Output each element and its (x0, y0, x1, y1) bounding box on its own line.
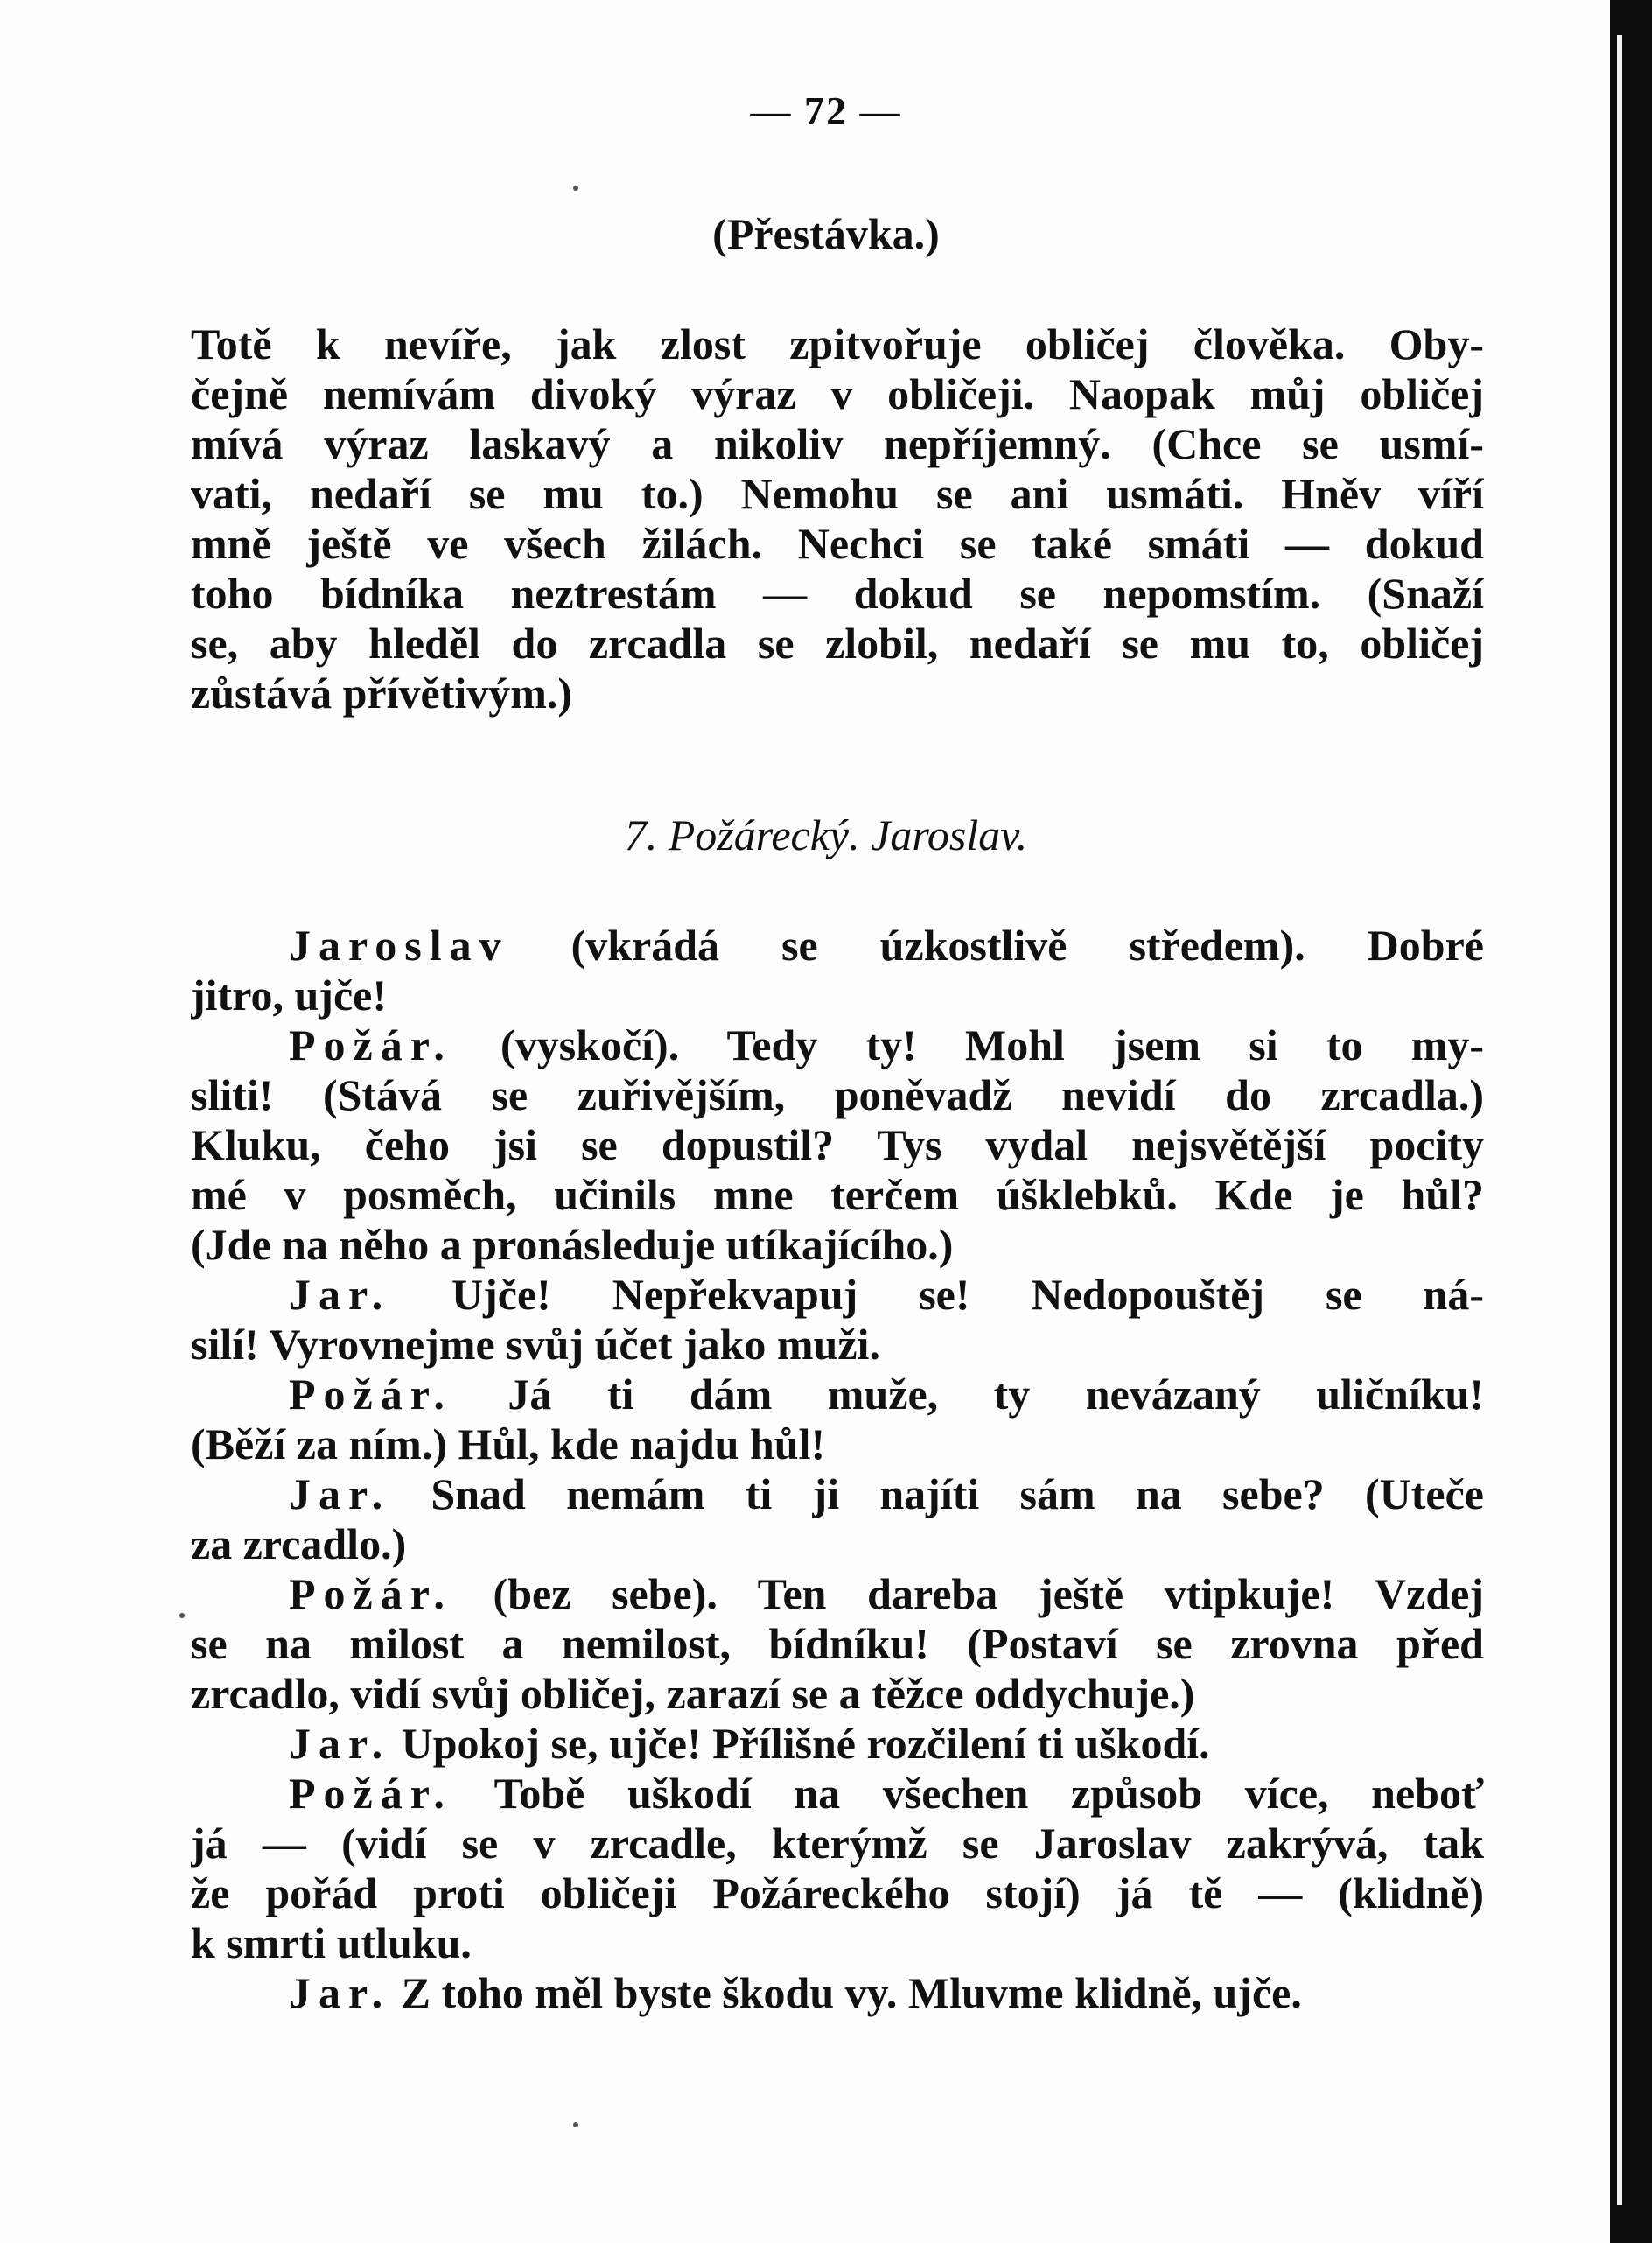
dialogue-text: sliti! (Stává se zuřivějším, poněvadž nevidí do zrcadla.) (191, 1070, 1484, 1119)
dialogue-line (191, 971, 1484, 1020)
speaker-name: Požár. (289, 1569, 452, 1618)
dialogue-line (191, 921, 1484, 971)
print-speck (573, 186, 578, 191)
dialogue-block (191, 921, 1484, 2018)
monologue-line: mívá výraz laskavý a nikoliv nepříjemný. (Chce se usmí- (191, 419, 1484, 468)
speaker-name: Požár. (289, 1020, 452, 1069)
dialogue-line (191, 1120, 1484, 1170)
dialogue-text: jitro, ujče! (191, 971, 387, 1020)
adjacent-page-strip (1617, 35, 1622, 2205)
dialogue-text: zrcadlo, vidí svůj obličej, zarazí se a těžce oddychuje.) (191, 1669, 1195, 1718)
monologue-line: Totě k nevíře, jak zlost zpitvořuje obličej člověka. Oby- (191, 319, 1484, 368)
dialogue-text: (vyskočí). Tedy ty! Mohl jsem si to my- (452, 1020, 1484, 1069)
print-speck (179, 1613, 185, 1618)
dialogue-line (191, 1220, 1484, 1270)
dialogue-line (191, 1569, 1484, 1619)
dialogue-line (191, 1020, 1484, 1070)
dialogue-line (191, 1270, 1484, 1320)
dialogue-line (191, 1769, 1484, 1819)
dialogue-line (191, 1719, 1484, 1769)
dialogue-line (191, 1070, 1484, 1120)
speaker-name: Jar. (289, 1469, 391, 1518)
speaker-name: Jar. (289, 1719, 391, 1768)
dialogue-text: Upokoj se, ujče! Přílišné rozčilení ti uškodí. (390, 1719, 1210, 1768)
dialogue-line (191, 1918, 1484, 1968)
dialogue-text: (vkrádá se úzkostlivě středem). Dobré (508, 921, 1484, 970)
monologue-line: se, aby hleděl do zrcadla se zlobil, nedaří se mu to, obličej (191, 619, 1484, 668)
monologue-paragraph (191, 319, 1484, 718)
speaker-name: Jar. (289, 1968, 391, 2017)
dialogue-text: Z toho měl byste škodu vy. Mluvme klidně, ujče. (390, 1968, 1302, 2017)
dialogue-text: (Jde na něho a pronásleduje utíkajícího.) (191, 1220, 954, 1269)
dialogue-text: Ujče! Nepřekvapuj se! Nedopouštěj se ná- (390, 1270, 1484, 1319)
page-number: — 72 — (750, 88, 902, 133)
dialogue-line (191, 1868, 1484, 1918)
dialogue-text: já — (vidí se v zrcadle, kterýmž se Jaroslav zakrývá, tak (191, 1819, 1484, 1868)
speaker-name: Požár. (289, 1370, 452, 1419)
monologue-line: mně ještě ve všech žilách. Nechci se také smáti — dokud (191, 519, 1484, 568)
dialogue-line (191, 1320, 1484, 1370)
monologue-line: vati, nedaří se mu to.) Nemohu se ani usmáti. Hněv víří (191, 469, 1484, 518)
dialogue-text: že pořád proti obličeji Požáreckého stojí) já tě — (klidně) (191, 1868, 1484, 1917)
dialogue-text: silí! Vyrovnejme svůj účet jako muži. (191, 1320, 880, 1369)
dialogue-line (191, 1619, 1484, 1669)
dialogue-text: za zrcadlo.) (191, 1519, 407, 1568)
dialogue-line (191, 1519, 1484, 1569)
speaker-name: Jar. (289, 1270, 391, 1319)
dialogue-text: k smrti utluku. (191, 1918, 472, 1967)
dialogue-line (191, 1469, 1484, 1519)
dialogue-text: (bez sebe). Ten dareba ještě vtipkuje! Vzdej (452, 1569, 1484, 1618)
dialogue-text: se na milost a nemilost, bídníku! (Postaví se zrovna před (191, 1619, 1484, 1668)
dialogue-text: Tobě uškodí na všechen způsob více, neboť (452, 1769, 1484, 1818)
stage-direction-pause: (Přestávka.) (712, 209, 940, 258)
dialogue-text: Snad nemám ti ji najíti sám na sebe? (Uteče (390, 1469, 1484, 1518)
dialogue-line (191, 1669, 1484, 1719)
scene-heading: 7. Požárecký. Jaroslav. (624, 810, 1028, 859)
dialogue-text: Kluku, čeho jsi se dopustil? Tys vydal nejsvětější pocity (191, 1120, 1484, 1169)
speaker-name: Požár. (289, 1769, 452, 1818)
monologue-line: toho bídníka neztrestám — dokud se nepomstím. (Snaží (191, 569, 1484, 618)
dialogue-line (191, 1819, 1484, 1868)
monologue-line: zůstává přívětivým.) (191, 669, 573, 718)
dialogue-text: Já ti dám muže, ty nevázaný uličníku! (452, 1370, 1484, 1419)
dialogue-text: mé v posměch, učinils mne terčem úšklebků. Kde je hůl? (191, 1170, 1484, 1219)
print-speck (573, 2122, 578, 2127)
dialogue-line (191, 1370, 1484, 1419)
dialogue-line (191, 1968, 1484, 2018)
monologue-line: čejně nemívám divoký výraz v obličeji. Naopak můj obličej (191, 369, 1484, 418)
dialogue-line (191, 1419, 1484, 1469)
speaker-name: Jaroslav (289, 921, 509, 970)
dialogue-line (191, 1170, 1484, 1220)
dialogue-text: (Běží za ním.) Hůl, kde najdu hůl! (191, 1419, 826, 1468)
